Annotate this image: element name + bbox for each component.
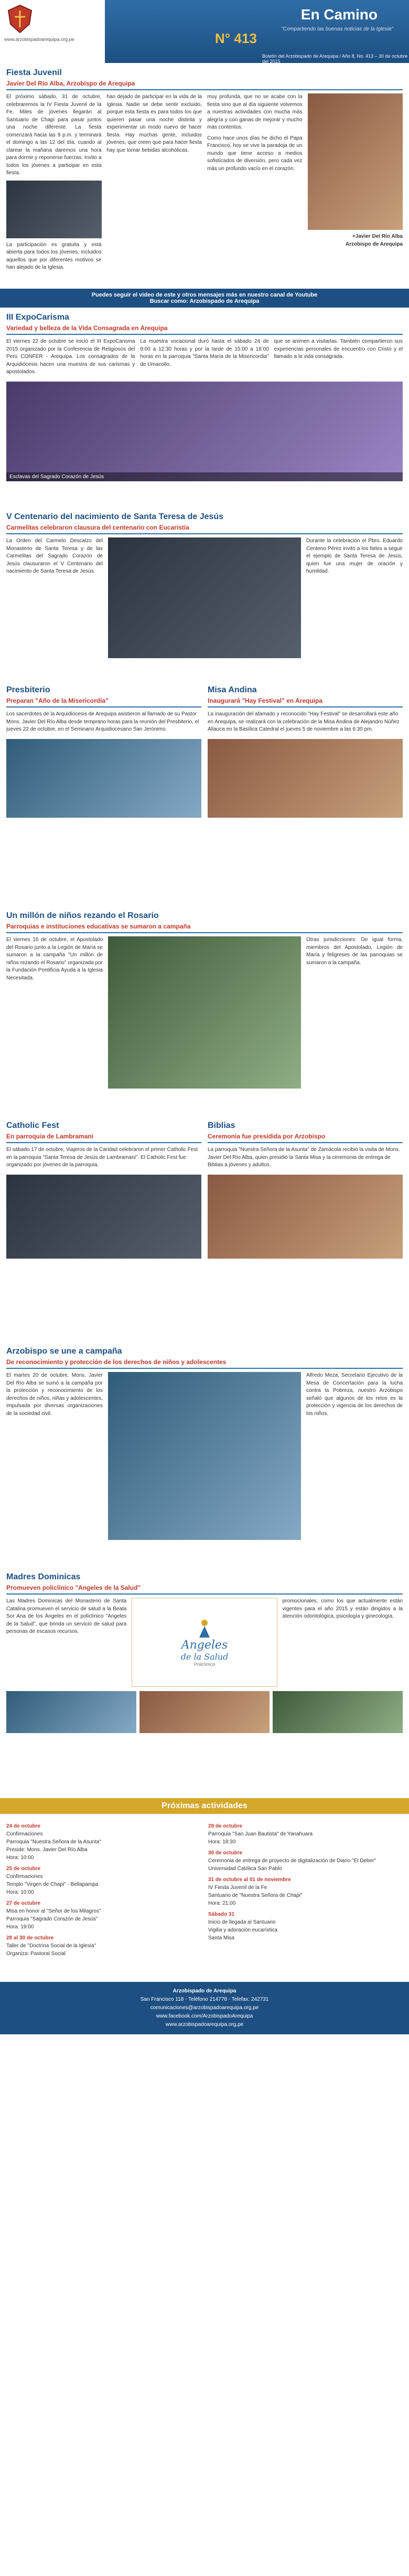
logo-title: Angeles — [181, 1639, 228, 1652]
divider — [6, 1593, 403, 1595]
activity-line: IV Fiesta Juvenil de la Fe — [208, 1885, 267, 1891]
activity-line: Vigilia y adoración eucarística — [208, 1927, 278, 1933]
paragraph: muy profunda, que no se acabe con la fiesta sino que al día siguiente volvemos a nuestras actividades con mucha más alegría y con ganas de mejorar y mucho más contentos. — [207, 94, 303, 130]
section-santa-teresa — [0, 507, 409, 680]
campaign-photo — [108, 1372, 301, 1540]
section-subtitle: En parroquia de Lambramani — [6, 1133, 94, 1140]
header — [0, 0, 409, 63]
divider — [6, 1142, 201, 1143]
tagline: "Compartiendo las buenas noticias de la Iglesia" — [281, 26, 393, 32]
section-subtitle: Variedad y belleza de la Vida Consagrada en Arequipa — [6, 324, 168, 332]
clinic-photo — [273, 1691, 403, 1733]
column-3 — [306, 936, 403, 1089]
expocarisma-photo — [6, 382, 403, 481]
paragraph: Los sacerdotes de la Arquidiócesis de Arequipa asistieron al llamado de su Pastor Mons. Javier Del Río Alba desde temprano horas para la reunión del Presbiterio, el jueves 22 de octubre, en el Seminario Arquidiocesano San Jerónimo. — [6, 711, 199, 732]
section-subtitle: Inaugurará "Hay Festival" en Arequipa — [208, 697, 322, 704]
paragraph: La Orden del Carmelo Descalzo del Monasterio de Santa Teresa y de las Carmelitas del Sagrado Corazón de Jesús clausuraron el V Centenario del nacimiento de Santa Teresa de Jesús. — [6, 538, 103, 574]
columns — [6, 936, 403, 1089]
archdiocese-crest-icon — [4, 3, 36, 35]
activity-date: 28 al 30 de octubre — [6, 1935, 54, 1941]
divider — [6, 1368, 403, 1369]
angel-icon — [191, 1618, 218, 1639]
section-title: Madres Dominicas — [6, 1572, 81, 1581]
brand-title: En Camino — [300, 6, 378, 23]
section-rosario — [0, 906, 409, 1116]
section-campana — [0, 1342, 409, 1567]
section-title: V Centenario del nacimiento de Santa Teresa de Jesús — [6, 512, 224, 521]
activity-date: 31 de octubre al 01 de noviembre — [208, 1877, 291, 1883]
activity-line: Misa en honor al "Señor de los Milagros" — [6, 1908, 101, 1914]
paragraph: que se animen a visitarlas. También compartieron sus experiencias personales de encuentro con Cristo y el llamado a la vida consagrada. — [274, 339, 403, 360]
presbiterio-block — [6, 685, 201, 900]
activities-left-column — [6, 1819, 201, 1977]
column-1 — [6, 93, 102, 272]
presbiterio-photo — [6, 739, 201, 818]
activity-line: Hora: 10:00 — [6, 1889, 34, 1895]
section-title: Catholic Fest — [6, 1121, 59, 1130]
column-2 — [140, 338, 268, 376]
activities-right-column — [208, 1819, 403, 1977]
columns — [6, 1372, 403, 1540]
activity-line: Organiza: Pastoral Social — [6, 1951, 66, 1957]
activity-line: Hora: 18:30 — [208, 1839, 236, 1845]
activity-line: Ceremonia de entrega de proyecto de digitalización de Diario "El Deber" — [208, 1858, 376, 1864]
issue-subtitle: Boletín del Arzobispado de Arequipa / Año 8, No. 413 – 30 de octubre del 2015 — [262, 54, 408, 64]
activity-line: Confirmaciones — [6, 1874, 43, 1880]
activity-date: 30 de octubre — [208, 1850, 243, 1856]
section-subtitle: Parroquias e instituciones educativas se sumaron a campaña — [6, 923, 191, 930]
activity-date: 27 de octubre — [6, 1901, 41, 1906]
youtube-banner[interactable]: Puedes seguir el video de este y otros mensajes más en nuestro canal de Youtube Buscar como: Arzobispado de Arequipa — [0, 289, 409, 308]
activities-title: Próximas actividades — [0, 1798, 409, 1814]
divider — [6, 89, 403, 90]
youth-event-photo — [6, 181, 102, 238]
column-1 — [6, 537, 103, 658]
paragraph: promocionales, como los que actualmente están vigentes para el año 2015 y están dirigidos a la atención odontológica, psicología y ginecología. — [282, 1598, 403, 1619]
column-2 — [107, 93, 202, 272]
column-1 — [6, 338, 135, 376]
divider — [6, 334, 403, 335]
activity-date: Sábado 31 — [208, 1912, 235, 1917]
misa-andina-block — [208, 685, 403, 900]
header-banner — [105, 0, 409, 63]
footer — [0, 1982, 409, 2034]
section-subtitle: Ceremonia fue presidida por Arzobispo — [208, 1133, 326, 1140]
logo-subtitle: Policlínico — [193, 1662, 216, 1667]
paragraph: El sábado 17 de octubre, Viajeros de la Caridad celebraron el primer Catholic Fest en la parroquia "Santa Teresa de Jesús de Lambramani". El Catholic Fest fue organizado por jóvenes de la parroquia. — [6, 1147, 198, 1168]
column-3 — [274, 338, 403, 376]
issue-number: N° 413 — [215, 30, 257, 46]
activity-line: Hora: 10:00 — [6, 1855, 34, 1861]
virgin-statue-photo — [308, 93, 403, 230]
footer-org: Arzobispado de Arequipa — [173, 1988, 236, 1994]
section-madres-dominicas — [0, 1567, 409, 1798]
section-presbiterio-misa — [0, 680, 409, 906]
activity-line: Preside: Mons. Javier Del Río Alba — [6, 1847, 88, 1853]
paragraph: La parroquia "Nuestra Señora de la Asunta" de Zamácola recibió la visita de Mons. Javier Del Río Alba, quien presidió la Santa Misa y la ceremonia de entrega de Biblias a jóvenes y adultos. — [208, 1147, 400, 1168]
activity-line: Santa Misa — [208, 1935, 235, 1941]
columns — [6, 338, 403, 376]
section-subtitle: Carmelitas celebraron clausura del centenario con Eucaristía — [6, 524, 189, 531]
section-title: Misa Andina — [208, 685, 257, 694]
paragraph: El próximo sábado, 31 de octubre, celebraremos la IV Fiesta Juvenil de la Fe. Miles de jóvenes llegarán al Santuario de Chapi para pasar juntos una noche diferente. La fiesta comenzará hacia las 9 p.m. y terminará el domingo a las 12 del día, cuando al clarear la mañana daremos una hora para dormir y reponerse fuerzas. Invito a todos los jóvenes a participar en esta fiesta. — [6, 94, 102, 176]
activity-line: Parroquia "San Juan Bautista" de Yanahuara — [208, 1831, 313, 1837]
column-3 — [306, 537, 403, 658]
paragraph: han dejado de participar en la vida de la Iglesia. Nadie se debe sentir excluido, porque esta fiesta es para todos los que quieren pasar una noche distinta y experimentar un modo nuevo de hacer fiesta. Hay muchas gente, incluidos jóvenes, que creen que para hacer fiesta hay que tomar bebidas alcohólicas. — [106, 94, 202, 153]
carmelite-mass-photo — [108, 537, 301, 658]
column-3 — [283, 1598, 403, 1687]
activity-date: 24 de octubre — [6, 1823, 41, 1829]
paragraph: Como hace unos días he dicho el Papa Francisco, hoy se vive la paradoja de un mundo que tiene acceso a medios sofisticados de diversión, pero cada vez más un profundo vacío en el corazón. — [207, 135, 303, 172]
section-expocarisma — [0, 308, 409, 507]
activity-line: Parroquia "Sagrado Corazón de Jesús" — [6, 1916, 98, 1922]
cathedral-photo — [208, 739, 403, 818]
section-title: Fiesta Juvenil — [6, 68, 62, 77]
archbishop-signature: +Javier Del Río Alba Arzobispo de Arequipa — [345, 234, 403, 247]
paragraph: El viernes 16 de octubre, el Apostolado del Rosario junto a la Legión de María se sumaron a la campaña "Un millón de niños rezando el Rosario" organizada por la Fundación Pontificia Ayuda a la Iglesia Necesitada. — [6, 937, 103, 981]
section-subtitle: Preparan "Año de la Misericordia" — [6, 697, 109, 704]
site-url[interactable]: www.arzobispadoarequipa.org.pe — [4, 37, 74, 42]
divider — [208, 1142, 403, 1143]
activity-line: Parroquia "Nuestra Señora de la Asunta" — [6, 1839, 102, 1845]
section-title: Presbiterio — [6, 685, 50, 694]
biblias-block — [208, 1121, 403, 1335]
footer-address: San Francisco 118 - Teléfono 214778 - Telefax: 242731 — [140, 1997, 269, 2002]
paragraph: Alfredo Meza, Secretario Ejecutivo de la Mesa de Concertación para la lucha contra la Pobreza, nuestro Arzobispo señaló que algunos de los retos es la protección y vigencia de los derechos de los niños. — [306, 1373, 403, 1417]
footer-website[interactable]: www.arzobispadoarequipa.org.pe — [165, 2022, 244, 2028]
divider — [6, 932, 403, 933]
activity-date: 29 de octubre — [208, 1823, 243, 1829]
column-1 — [6, 1598, 126, 1687]
bibles-photo — [208, 1175, 403, 1259]
section-subtitle: Promueven policlínico "Angeles de la Salud" — [6, 1584, 141, 1591]
section-title: Biblias — [208, 1121, 235, 1130]
columns — [6, 93, 403, 272]
paragraph: El martes 20 de octubre, Mons. Javier Del Río Alba se sumó a la campaña por la protección y reconocimiento de los derechos de niños, niñas y adolescentes, impulsada por diversas organizaciones de la sociedad civil. — [6, 1373, 103, 1417]
activities-grid — [0, 1814, 409, 1982]
angeles-salud-logo — [132, 1598, 277, 1687]
activity-line: Santuario de "Nuestra Señora de Chapi" — [208, 1893, 303, 1898]
activity-line: Hora: 21:00 — [208, 1901, 236, 1906]
activity-line: Confirmaciones — [6, 1831, 43, 1837]
activity-date: 25 de octubre — [6, 1866, 41, 1872]
column-3 — [306, 1372, 403, 1540]
activity-line: Hora: 19:00 — [6, 1924, 34, 1930]
section-fiesta-juvenil — [0, 63, 409, 289]
section-subtitle: Javier Del Río Alba, Arzobispo de Arequipa — [6, 80, 135, 87]
section-title: III ExpoCarisma — [6, 313, 70, 322]
paragraph: El viernes 22 de octubre se inició el III ExpoCarisma 2015 organizado por la Conferencia de Religiosos del Perú CONFER - Arequipa. Los consagrados de la Arquidiócesis hacen una muestra de sus carismas y apostolados. — [6, 339, 135, 375]
catholic-fest-photo — [6, 1175, 201, 1259]
section-title: Un millón de niños rezando el Rosario — [6, 911, 159, 920]
section-catholic-biblias — [0, 1116, 409, 1342]
logo-title-2: de la Salud — [180, 1652, 229, 1662]
activity-line: Universidad Católica San Pablo — [208, 1866, 282, 1872]
clinic-photo — [6, 1691, 136, 1733]
photo-caption: Esclavas del Sagrado Corazón de Jesús — [6, 472, 403, 481]
activity-line: Templo "Virgen de Chapi" - Bellapampa — [6, 1882, 99, 1887]
paragraph: La muestra vocacional duró hasta el sábado 24 de 9:00 a 12:30 horas y por la tarde de 15:00 a 18:00 horas en la parroquia "Santa María de la Misericordia" de Umacollo. — [140, 339, 269, 367]
column-1 — [6, 936, 103, 1089]
columns — [6, 537, 403, 658]
activity-line: Taller de "Doctrina Social de la Iglesia" — [6, 1943, 96, 1949]
paragraph: La inauguración del afamado y reconocido "Hay Festival" se desarrollará este año en Arequipa, se realizará con la celebración de la Misa Andina de Alejandro Núñez Allauca en la Basílica Catedral el jueves 5 de noviembre a las 6:30 pm. — [208, 711, 400, 732]
children-rosary-photo — [108, 936, 301, 1089]
divider — [6, 706, 201, 708]
paragraph: Otras jurisdicciones: De igual forma, miembros del Apostolado, Legión de María y feligreses de las parroquias se sumaron a la campaña. — [306, 937, 403, 966]
catholic-fest-block — [6, 1121, 201, 1335]
clinic-photo-row — [6, 1691, 403, 1733]
column-1 — [6, 1372, 103, 1540]
column-4 — [308, 93, 403, 272]
footer-email[interactable]: comunicaciones@arzobispadoarequipa.org.pe — [150, 2005, 259, 2011]
paragraph: Las Madres Dominicas del Monasterio de Santa Catalina promueven el servicio de salud a la Beata Sor Ana de los Ángeles en el policlínico "Angeles de la Salud", que brinda un servicio de salud para personas de escasos recursos. — [6, 1598, 127, 1634]
clinic-photo — [139, 1691, 270, 1733]
columns — [6, 1598, 403, 1687]
paragraph: La participación es gratuita y está abierta para todos los jóvenes, incluidos aquellos que por diferentes motivos se han alejado de la Iglesia. — [6, 241, 102, 270]
divider — [6, 533, 403, 534]
column-3 — [207, 93, 303, 272]
divider — [208, 706, 403, 708]
paragraph: Durante la celebración el Pbro. Eduardo Centeno Pérez invitó a los fieles a seguir el ejemplo de Santa Teresa de Jesús, quien fue una mujer de oración y humildad. — [306, 538, 403, 574]
section-title: Arzobispo se une a campaña — [6, 1347, 122, 1356]
section-subtitle: De reconocimiento y protección de los derechos de niños y adolescentes — [6, 1358, 227, 1366]
activity-line: Inicio de llegada al Santuario — [208, 1919, 276, 1925]
footer-facebook[interactable]: www.facebook.com/ArzobispadoArequipa — [156, 2013, 253, 2019]
